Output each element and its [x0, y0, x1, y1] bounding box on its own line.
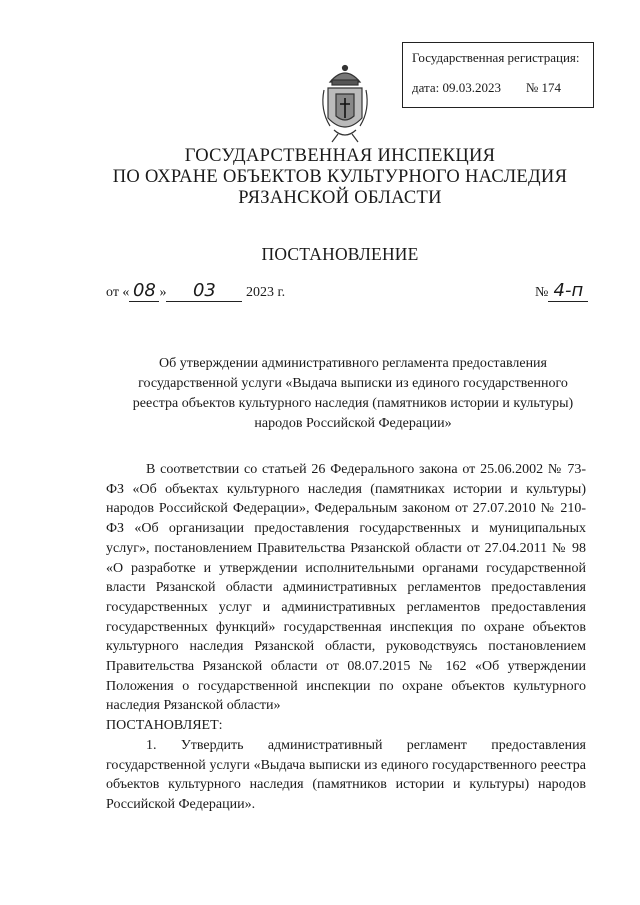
date-mid: » — [159, 285, 167, 300]
body-paragraph-1: В соответствии со статьей 26 Федерального закона от 25.06.2002 № 73-ФЗ «Об объектах культурного наследия (памятниках истории и культуры) народов Российской Федерации», Федеральным законом от 27.07.2010 № 210-ФЗ «Об организации предоставления государственных и муниципальных услуг», постановлением Правительства Рязанской области от 27.04.2011 № 98 «О разработке и утверждении исполнительными органами государственной власти Рязанской области административных регламентов предоставления государственных услуг и административных регламентов предоставления государственных функций» государственная инспекция по охране объектов культурного наследия Рязанской области, руководствуясь постановлением Правительства Рязанской области от 08.07.2015 № 162 «Об утверждении Положения о государственной инспекции по охране объектов культурного наследия Рязанской области» — [106, 462, 586, 714]
decree-title: ПОСТАНОВЛЕНИЕ — [261, 244, 419, 264]
number-value: 4-п — [548, 280, 588, 302]
date-month: 03 — [166, 280, 242, 302]
body-item-1: 1. Утвердить административный регламент предоставления государственной услуги «Выдача выписки из единого государственного реестра объектов культурного наследия (памятников истории и культуры) народов Российской Федерации». — [106, 737, 586, 812]
subject-line-3: реестра объектов культурного наследия (памятников истории и культуры) — [132, 396, 574, 411]
header-line-2: ПО ОХРАНЕ ОБЪЕКТОВ КУЛЬТУРНОГО НАСЛЕДИЯ — [112, 167, 568, 187]
date-year: 2023 г. — [245, 285, 286, 300]
date-prefix: от « — [106, 285, 130, 300]
subject-line-4: народов Российской Федерации» — [254, 416, 452, 431]
registration-date: дата: 09.03.2023 — [412, 80, 502, 95]
resolves-label: ПОСТАНОВЛЯЕТ: — [106, 718, 223, 734]
number-prefix: № — [535, 285, 549, 300]
decree-subject — [120, 354, 586, 434]
registration-title: Государственная регистрация: — [412, 50, 580, 65]
header-line-1: ГОСУДАРСТВЕННАЯ ИНСПЕКЦИЯ — [184, 146, 496, 166]
date-day: 08 — [129, 280, 159, 302]
decree-number — [535, 280, 588, 302]
decree-date — [106, 280, 285, 302]
subject-line-2: государственной услуги «Выдача выписки из единого государственного — [138, 376, 568, 391]
registration-stamp — [402, 42, 594, 108]
decree-body — [106, 460, 586, 815]
header-line-3: РЯЗАНСКОЙ ОБЛАСТИ — [238, 188, 442, 208]
subject-line-1: Об утверждении административного регламента предоставления — [159, 356, 547, 371]
coat-of-arms-icon — [318, 60, 372, 144]
agency-header — [0, 146, 640, 209]
registration-number: № 174 — [525, 80, 561, 95]
